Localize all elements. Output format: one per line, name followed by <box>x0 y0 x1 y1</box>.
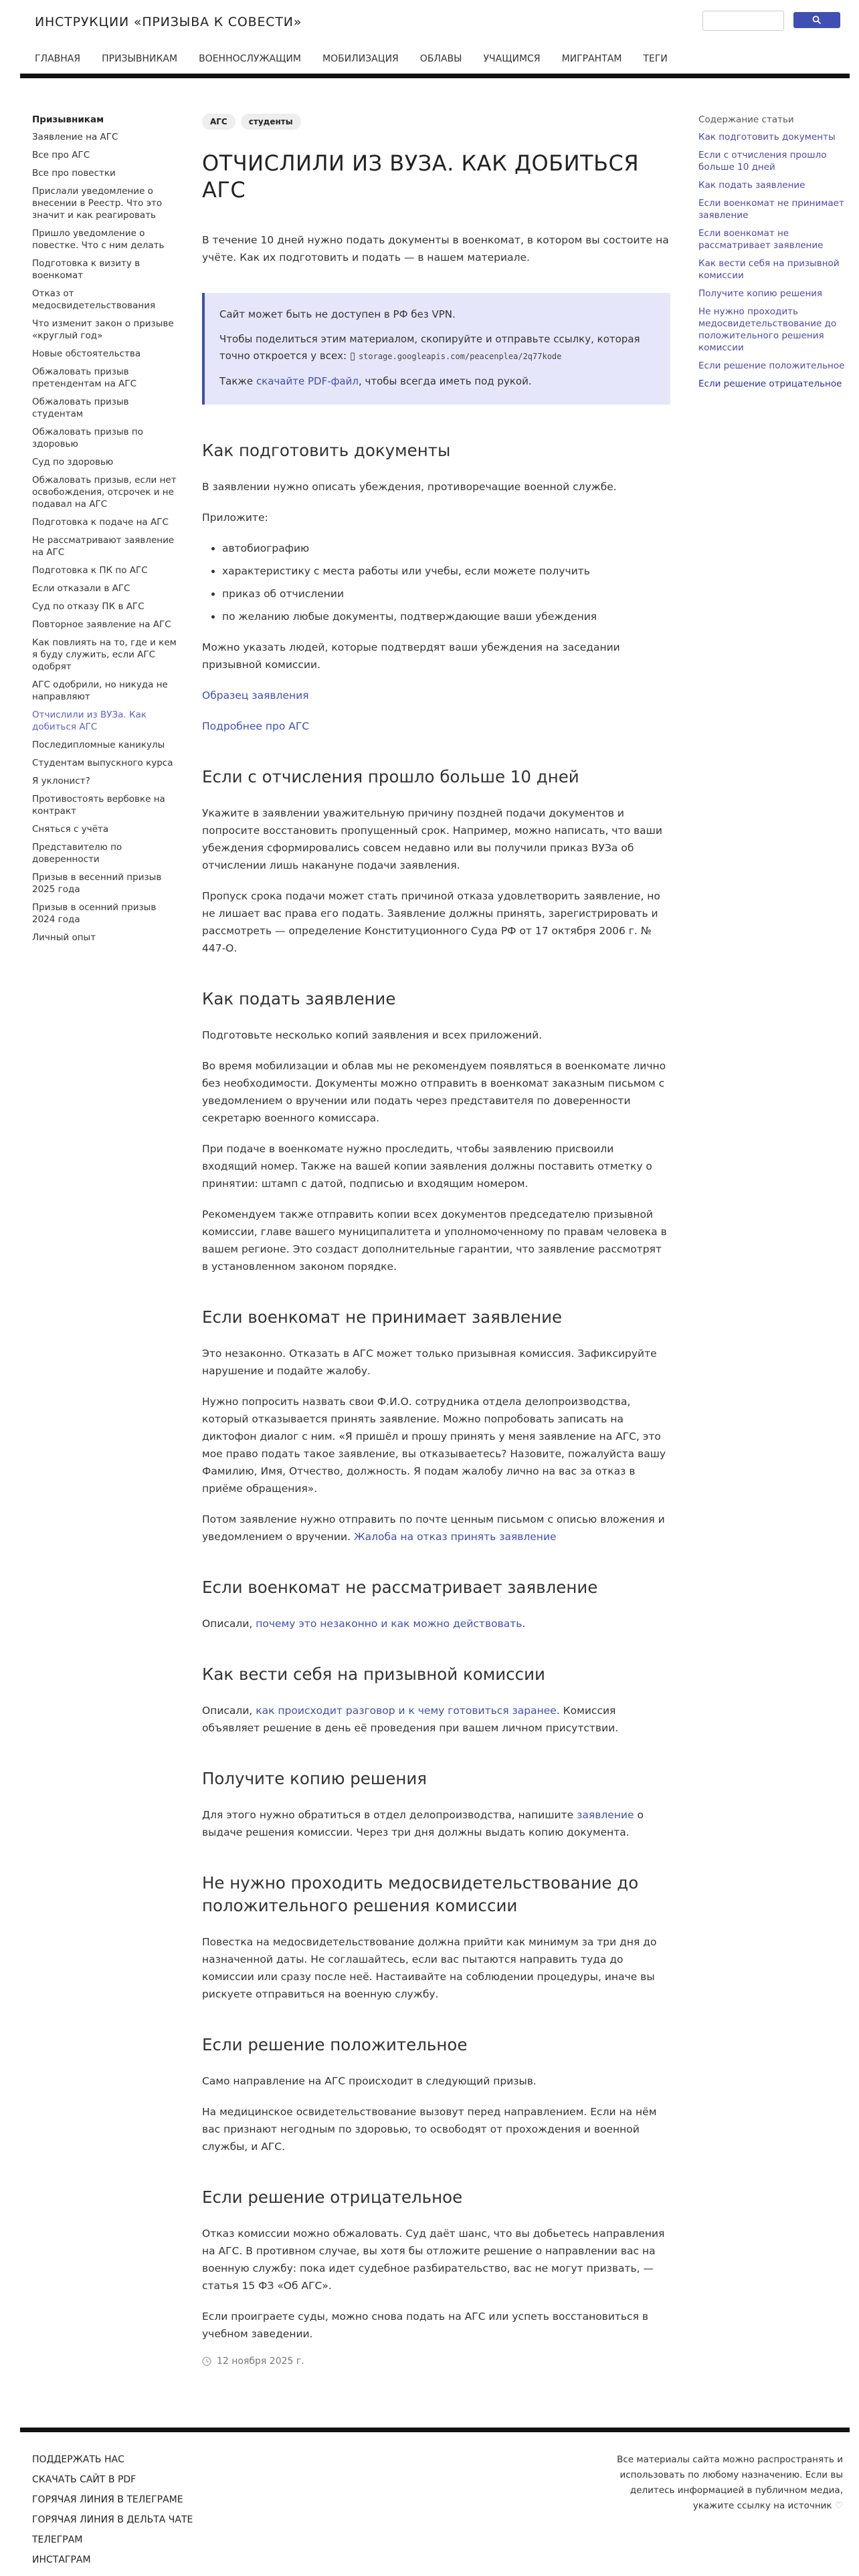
footer-link-telegram-hotline[interactable]: ГОРЯЧАЯ ЛИНИЯ В ТЕЛЕГРАМЕ <box>32 2494 183 2505</box>
copy-icon[interactable]: ▯ <box>349 350 356 362</box>
text: Для этого нужно обратиться в отдел делопроизводства, напишите <box>202 1809 577 1821</box>
footer-divider <box>20 2428 850 2432</box>
notice-text: , чтобы всегда иметь под рукой. <box>358 375 532 387</box>
clock-icon <box>202 2357 211 2366</box>
sidebar-item[interactable]: Прислали уведомление о внесении в Реестр. Что это значит и как реагировать <box>32 186 163 221</box>
section-heading: Как подать заявление <box>202 989 396 1008</box>
text: . Комиссия объявляет решение в день её проведения при вашем личном присутствии. <box>202 1705 619 1734</box>
sample-application-link[interactable]: Образец заявления <box>202 689 309 702</box>
paragraph <box>202 1511 670 1545</box>
paragraph: На медицинское освидетельствование вызовут перед направлением. Если на нём вас признают негодным по здоровью, то освободят от прохождения и военной службы, и АГС. <box>202 2106 657 2153</box>
nav-raids[interactable]: ОБЛАВЫ <box>419 53 462 64</box>
paragraph <box>202 1806 670 1841</box>
paragraph: Пропуск срока подачи может стать причиной отказа удовлетворить заявление, но не лишает вас права его подать. Заявление должны принять, зарегистрировать и рассмотреть — определение Конституционного Суда РФ от 17 октября 2006 г. № 447-О. <box>202 890 660 954</box>
sidebar-item[interactable]: Последипломные каникулы <box>32 740 165 750</box>
toc-item[interactable]: Если военкомат не принимает заявление <box>698 198 844 221</box>
nav-tags[interactable]: ТЕГИ <box>643 53 668 64</box>
toc-item[interactable]: Если решение положительное <box>698 360 845 371</box>
footer-links <box>32 2450 193 2570</box>
paragraph: Рекомендуем также отправить копии всех документов председателю призывной комиссии, главе вашего муниципалитета и уполномоченному по правам человека в вашем регионе. Это создаст дополнительные гарантии, что заявление рассмотрят в установленном законом порядке. <box>202 1208 667 1273</box>
notice-line <box>219 331 656 365</box>
toc-item[interactable]: Как подготовить документы <box>698 132 836 142</box>
section-heading: Если военкомат не принимает заявление <box>202 1307 563 1327</box>
search-icon <box>812 15 822 25</box>
tag-students[interactable]: студенты <box>241 114 301 130</box>
vpn-notice <box>202 293 670 405</box>
left-sidebar <box>32 114 179 950</box>
tag-ags[interactable]: АГС <box>202 114 235 130</box>
header-divider <box>20 74 850 78</box>
sidebar-item[interactable]: Что изменит закон о призыве «круглый год» <box>32 318 174 341</box>
paragraph <box>202 718 670 735</box>
sidebar-item[interactable]: Повторное заявление на АГС <box>32 619 171 630</box>
toc-item[interactable]: Как подать заявление <box>698 180 805 191</box>
notice-text: Также <box>219 375 256 387</box>
sidebar-item[interactable]: Не рассматривают заявление на АГС <box>32 535 175 558</box>
notice-line <box>219 373 656 390</box>
paragraph: Подготовьте несколько копий заявления и всех приложений. <box>202 1029 543 1041</box>
paragraph: Приложите: <box>202 512 268 524</box>
commission-prep-link[interactable]: как происходит разговор и к чему готовиться заранее <box>256 1705 557 1717</box>
sidebar-item[interactable]: Противостоять вербовке на контракт <box>32 794 165 817</box>
sidebar-item[interactable]: Суд по здоровью <box>32 457 114 467</box>
paragraph: Укажите в заявлении уважительную причину поздней подачи документов и попросите восстановить пропущенный срок. Например, можно написать, что ваши убеждения сформировались совсем недавно или вы получили приказ ВУЗа об отчислении лишь накануне подачи заявления. <box>202 807 662 871</box>
why-illegal-link[interactable]: почему это незаконно и как можно действовать <box>256 1618 522 1630</box>
footer-note-text: Все материалы сайта можно распространять и использовать по любому назначению. Если вы делитесь информацией в публичном медиа, укажите ссылку на источник <box>617 2454 843 2511</box>
sidebar-item[interactable]: Суд по отказу ПК в АГС <box>32 601 145 612</box>
section-heading: Получите копию решения <box>202 1769 427 1788</box>
section-heading: Как подготовить документы <box>202 441 451 460</box>
footer-link-download-pdf[interactable]: СКАЧАТЬ САЙТ В PDF <box>32 2474 136 2485</box>
text: Описали, <box>202 1618 256 1630</box>
nav-mobilization[interactable]: МОБИЛИЗАЦИЯ <box>322 53 399 64</box>
nav-students[interactable]: УЧАЩИМСЯ <box>483 53 541 64</box>
tag-list <box>202 114 670 130</box>
list-item: • характеристику с места работы или учебы, если можете получить <box>222 562 670 580</box>
sidebar-item[interactable]: Как повлиять на то, где и кем я буду служить, если АГС одобрят <box>32 637 177 672</box>
complaint-link[interactable]: Жалоба на отказ принять заявление <box>353 1531 557 1543</box>
paragraph: Во время мобилизации и облав мы не рекомендуем появляться в военкомате лично без необходимости. Документы можно отправить в военкомат заказным письмом с уведомлением о вручении или подать через представителя по доверенности секретарю военного комиссара. <box>202 1060 666 1124</box>
nav-migrants[interactable]: МИГРАНТАМ <box>561 53 622 64</box>
article <box>202 114 670 2367</box>
sidebar-item[interactable]: Новые обстоятельства <box>32 348 141 359</box>
table-of-contents <box>698 114 846 396</box>
sidebar-item[interactable]: Все про повестки <box>32 168 116 179</box>
footer-link-telegram[interactable]: ТЕЛЕГРАМ <box>32 2535 83 2545</box>
list-item: • по желанию любые документы, подтверждающие ваши убеждения <box>222 608 670 625</box>
paragraph: Если проиграете суды, можно снова подать на АГС или успеть восстановиться в учебном заведении. <box>202 2311 648 2340</box>
toc-item[interactable]: Получите копию решения <box>698 288 823 299</box>
sidebar-item[interactable]: Если отказали в АГС <box>32 583 130 594</box>
top-nav <box>35 53 668 64</box>
paragraph: Отказ комиссии можно обжаловать. Суд даёт шанс, что вы добьетесь направления на АГС. В противном случае, вы хотя бы отложите решение о направлении вас на военную службу: пока идет судебное разбирательство, вас не могут призвать, — статья 15 ФЗ «Об АГС». <box>202 2228 665 2292</box>
text: Описали, <box>202 1705 256 1717</box>
article-intro: В течение 10 дней нужно подать документы в военкомат, в котором вы состоите на учёте. Как их подготовить и подать — в нашем материале. <box>202 234 669 263</box>
paragraph: В заявлении нужно описать убеждения, противоречащие военной службе. <box>202 481 617 493</box>
paragraph: Нужно попросить назвать свои Ф.И.О. сотрудника отдела делопроизводства, который отказывается принять заявление. Можно попробовать записать на диктофон диалог с ним. «Я пришёл и прошу принять у меня заявление на АГС, это мое право подать такое заявление, вы отказываетесь? Назовите, пожалуйста вашу Фамилию, Имя, Отчество, должность. Я подам жалобу лично на вас за отказ в приёме обращения». <box>202 1396 666 1495</box>
sidebar-item[interactable]: Все про АГС <box>32 150 90 160</box>
sidebar-item[interactable]: Подготовка к подаче на АГС <box>32 517 169 528</box>
section-heading: Если решение положительное <box>202 2035 468 2054</box>
download-pdf-link[interactable]: скачайте PDF-файл <box>256 375 359 387</box>
footer-link-deltachat-hotline[interactable]: ГОРЯЧАЯ ЛИНИЯ В ДЕЛЬТА ЧАТЕ <box>32 2514 193 2525</box>
section-heading: Если военкомат не рассматривает заявление <box>202 1578 598 1597</box>
paragraph <box>202 1702 670 1737</box>
search-input[interactable] <box>702 11 784 31</box>
sidebar-item[interactable]: АГС одобрили, но никуда не направляют <box>32 679 168 702</box>
paragraph <box>202 1615 670 1632</box>
notice-share-text: Чтобы поделиться этим материалом, скопируйте и отправьте ссылку, которая точно откроется у всех: <box>219 333 640 362</box>
paragraph: Само направление на АГС происходит в следующий призыв. <box>202 2075 537 2087</box>
sidebar-title[interactable]: Призывникам <box>32 114 104 125</box>
paragraph <box>202 687 670 704</box>
text: . <box>522 1618 526 1630</box>
nav-home[interactable]: ГЛАВНАЯ <box>35 53 81 64</box>
paragraph: При подаче в военкомате нужно проследить, чтобы заявлению присвоили входящий номер. Также на вашей копии заявления должны поставить отметку о принятии: штамп с датой, подписью и входящим номером. <box>202 1143 652 1190</box>
toc-item[interactable]: Если военкомат не рассматривает заявление <box>698 228 824 251</box>
section-heading: Не нужно проходить медосвидетельствование до положительного решения комиссии <box>202 1873 639 1915</box>
publish-date-text: 12 ноября 2025 г. <box>217 2356 304 2367</box>
sidebar-item[interactable]: Представителю по доверенности <box>32 842 122 865</box>
nav-conscripts[interactable]: ПРИЗЫВНИКАМ <box>102 53 178 64</box>
sidebar-item-active[interactable]: Отчислили из ВУЗа. Как добиться АГС <box>32 710 147 732</box>
toc-item[interactable]: Не нужно проходить медосвидетельствование до положительного решения комиссии <box>698 306 837 353</box>
text: о выдаче решения комиссии. Через три дня должны выдать копию документа. <box>202 1809 644 1838</box>
notice-line: Сайт может быть не доступен в РФ без VPN. <box>219 308 456 320</box>
search-button[interactable] <box>793 12 840 28</box>
paragraph: Повестка на медосвидетельствование должна прийти как минимум за три дня до назначенной даты. Не соглашайтесь, если вас пытаются направить туда до комиссии или сразу после неё. Настаивайте на соблюдении процедуры, иначе вы рискуете отправиться на военную службу. <box>202 1936 657 2000</box>
sidebar-item[interactable]: Обжаловать призыв по здоровью <box>32 427 143 449</box>
sidebar-item[interactable]: Студентам выпускного курса <box>32 758 173 768</box>
publish-date <box>202 2356 670 2367</box>
sidebar-item[interactable]: Личный опыт <box>32 932 96 943</box>
sidebar-item[interactable]: Заявление на АГС <box>32 132 118 142</box>
paragraph: Это незаконно. Отказать в АГС может только призывная комиссия. Зафиксируйте нарушение и подайте жалобу. <box>202 1348 657 1377</box>
page-title: ОТЧИСЛИЛИ ИЗ ВУЗА. КАК ДОБИТЬСЯ АГС <box>202 150 640 203</box>
attachments-list <box>202 540 670 625</box>
site-title[interactable]: ИНСТРУКЦИИ «ПРИЗЫВА К СОВЕСТИ» <box>35 15 302 29</box>
toc-item-active[interactable]: Если решение отрицательное <box>698 379 842 389</box>
footer-link-support[interactable]: ПОДДЕРЖАТЬ НАС <box>32 2454 124 2465</box>
heart-icon: ♡ <box>834 2500 843 2511</box>
footer-license-note <box>595 2452 843 2514</box>
toc-item[interactable]: Если с отчисления прошло больше 10 дней <box>698 150 827 173</box>
sidebar-item[interactable]: Пришло уведомление о повестке. Что с ним делать <box>32 228 165 251</box>
sidebar-item[interactable]: Призыв в осенний призыв 2024 года <box>32 902 157 925</box>
text: Потом заявление нужно отправить по почте ценным письмом с описью вложения и уведомлением о вручении. <box>202 1513 665 1543</box>
sidebar-item[interactable]: Сняться с учёта <box>32 824 109 835</box>
sidebar-item[interactable]: Отказ от медосвидетельствования <box>32 288 156 311</box>
sidebar-item[interactable]: Подготовка к ПК по АГС <box>32 565 148 576</box>
decision-copy-application-link[interactable]: заявление <box>577 1809 634 1821</box>
toc-item[interactable]: Как вести себя на призывной комиссии <box>698 258 840 281</box>
section-heading: Как вести себя на призывной комиссии <box>202 1665 545 1684</box>
toc-title: Содержание статьи <box>698 114 794 125</box>
nav-servicemen[interactable]: ВОЕННОСЛУЖАЩИМ <box>199 53 301 64</box>
footer-link-instagram[interactable]: ИНСТАГРАМ <box>32 2555 91 2565</box>
sidebar-item[interactable]: Обжаловать призыв студентам <box>32 397 129 419</box>
list-item: • автобиографию <box>222 540 670 557</box>
more-about-ags-link[interactable]: Подробнее про АГС <box>202 720 310 732</box>
share-url[interactable]: storage.googleapis.com/peacenplea/2q77kode <box>358 352 562 361</box>
list-item: • приказ об отчислении <box>222 585 670 603</box>
section-heading: Если с отчисления прошло больше 10 дней <box>202 767 579 786</box>
sidebar-item[interactable]: Призыв в весенний призыв 2025 года <box>32 872 162 895</box>
sidebar-item[interactable]: Обжаловать призыв претендентам на АГС <box>32 366 137 389</box>
section-heading: Если решение отрицательное <box>202 2187 463 2207</box>
sidebar-item[interactable]: Подготовка к визиту в военкомат <box>32 258 140 281</box>
sidebar-item[interactable]: Я уклонист? <box>32 776 90 786</box>
sidebar-item[interactable]: Обжаловать призыв, если нет освобождения, отсрочек и не подавал на АГС <box>32 475 177 510</box>
paragraph: Можно указать людей, которые подтвердят ваши убеждения на заседании призывной комиссии. <box>202 641 620 671</box>
